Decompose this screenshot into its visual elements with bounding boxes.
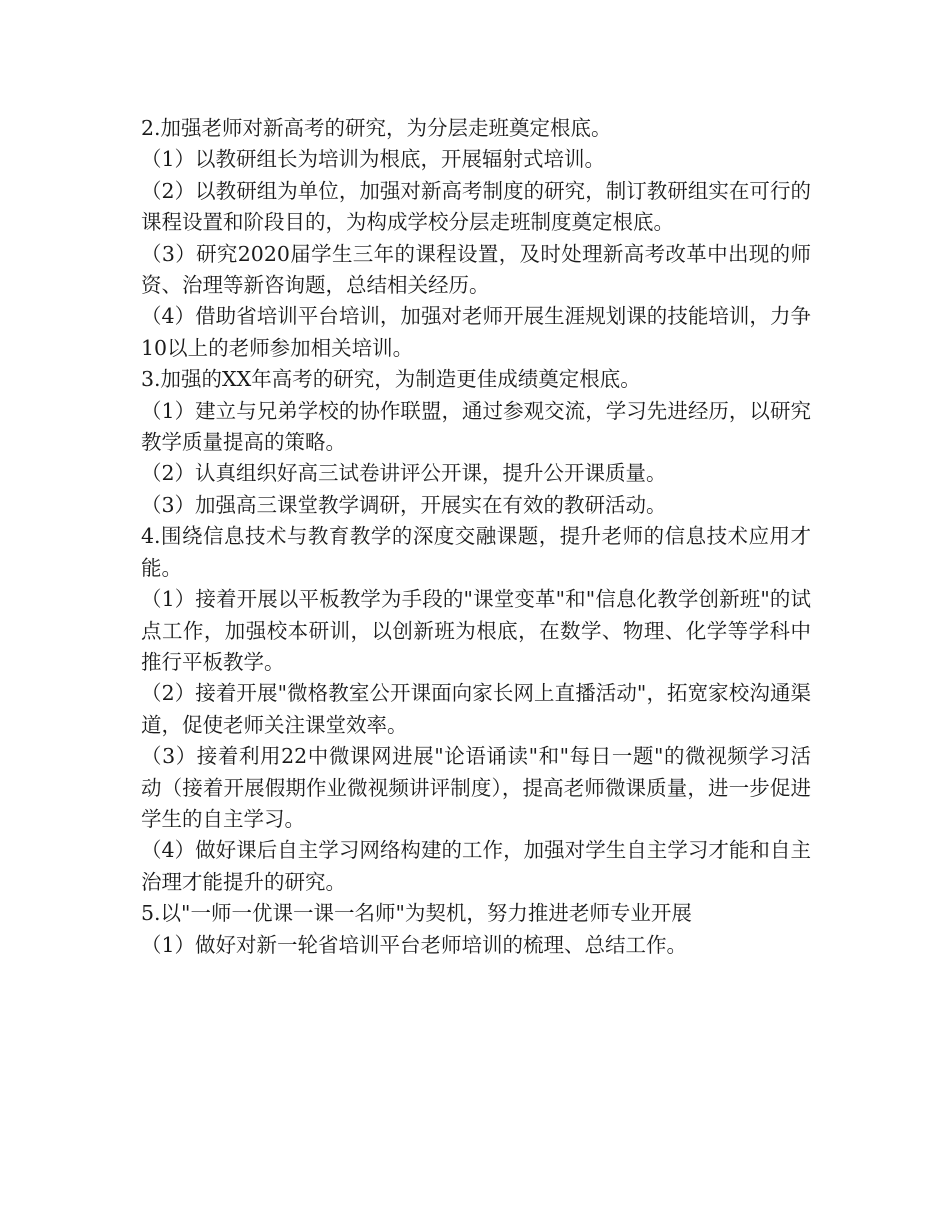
list-item: （3）研究2020届学生三年的课程设置，及时处理新高考改革中出现的师资、治理等新咨询题，总结相关经历。	[141, 241, 811, 298]
list-item: （1）以教研组长为培训为根底，开展辐射式培训。	[141, 147, 606, 172]
heading-item-4: 4.围绕信息技术与教育教学的深度交融课题，提升老师的信息技术应用才能。	[141, 524, 811, 580]
list-item: （3）接着利用22中微课网进展"论语诵读"和"每日一题"的微视频学习活动（接着开展假期作业微视频讲评制度），提高老师微课质量，进一步促进学生的自主学习。	[141, 744, 811, 831]
list-item: （3）加强高三课堂教学调研，开展实在有效的教研活动。	[141, 492, 667, 517]
list-item: （4）借助省培训平台培训，加强对老师开展生涯规划课的技能培训，力争10以上的老师参加相关培训。	[141, 304, 811, 360]
list-item: （1）做好对新一轮省培训平台老师培训的梳理、总结工作。	[141, 932, 688, 957]
heading-item-5: 5.以"一师一优课一课一名师"为契机，努力推进老师专业开展	[141, 901, 692, 926]
list-item: （4）做好课后自主学习网络构建的工作，加强对学生自主学习才能和自主治理才能提升的研究。	[141, 838, 811, 894]
list-item: （2）认真组织好高三试卷讲评公开课，提升公开课质量。	[141, 461, 667, 486]
document-body	[141, 113, 811, 961]
heading-item-3: 3.加强的XX年高考的研究，为制造更佳成绩奠定根底。	[141, 367, 641, 392]
list-item: （1）建立与兄弟学校的协作联盟，通过参观交流，学习先进经历，以研究教学质量提高的策略。	[141, 398, 811, 455]
list-item: （2）以教研组为单位，加强对新高考制度的研究，制订教研组实在可行的课程设置和阶段目的，为构成学校分层走班制度奠定根底。	[141, 178, 811, 235]
list-item: （2）接着开展"微格教室公开课面向家长网上直播活动"，拓宽家校沟通渠道，促使老师关注课堂效率。	[141, 681, 811, 737]
list-item: （1）接着开展以平板教学为手段的"课堂变革"和"信息化教学创新班"的试点工作，加强校本研训，以创新班为根底，在数学、物理、化学等学科中推行平板教学。	[141, 587, 811, 674]
heading-item-2: 2.加强老师对新高考的研究，为分层走班奠定根底。	[141, 116, 612, 140]
